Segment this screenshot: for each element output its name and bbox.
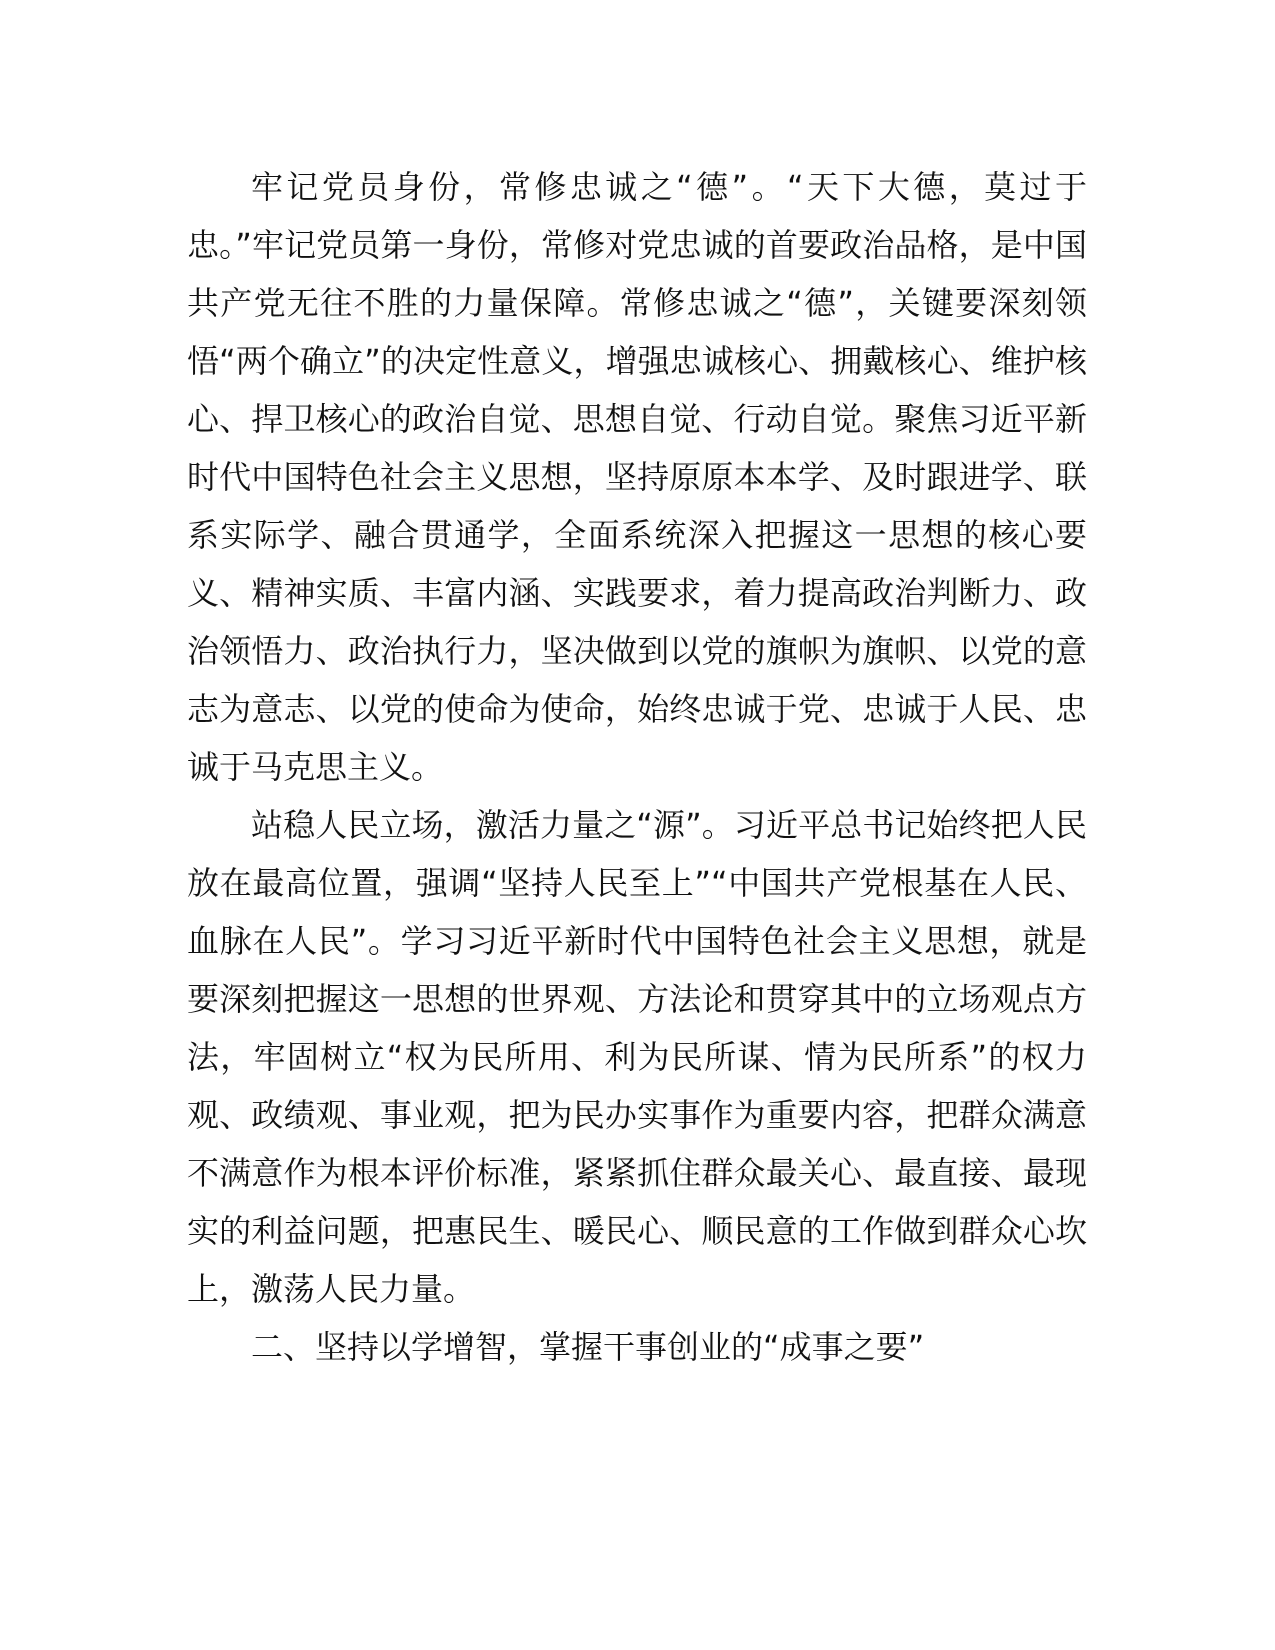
paragraph-people: 站稳人民立场，激活力量之“源”。习近平总书记始终把人民放在最高位置，强调“坚持人民至上”“中国共产党根基在人民、血脉在人民”。学习习近平新时代中国特色社会主义思想，就是要深刻把握这一思想的世界观、方法论和贯穿其中的立场观点方法，牢固树立“权为民所用、利为民所谋、情为民所系”的权力观、政绩观、事业观，把为民办实事作为重要内容，把群众满意不满意作为根本评价标准，紧紧抓住群众最关心、最直接、最现实的利益问题，把惠民生、暖民心、顺民意的工作做到群众心坎上，激荡人民力量。 bbox=[187, 806, 1087, 1308]
section-heading: 二、坚持以学增智，掌握干事创业的“成事之要” bbox=[251, 1328, 925, 1366]
paragraph-loyalty: 牢记党员身份，常修忠诚之“德”。“天下大德，莫过于忠。”牢记党员第一身份，常修对党忠诚的首要政治品格，是中国共产党无往不胜的力量保障。常修忠诚之“德”，关键要深刻领悟“两个确立”的决定性意义，增强忠诚核心、拥戴核心、维护核心、捍卫核心的政治自觉、思想自觉、行动自觉。聚焦习近平新时代中国特色社会主义思想，坚持原原本本学、及时跟进学、联系实际学、融合贯通学，全面系统深入把握这一思想的核心要义、精神实质、丰富内涵、实践要求，着力提高政治判断力、政治领悟力、政治执行力，坚决做到以党的旗帜为旗帜、以党的意志为意志、以党的使命为使命，始终忠诚于党、忠诚于人民、忠诚于马克思主义。 bbox=[187, 168, 1087, 786]
document-body bbox=[187, 158, 1087, 1376]
